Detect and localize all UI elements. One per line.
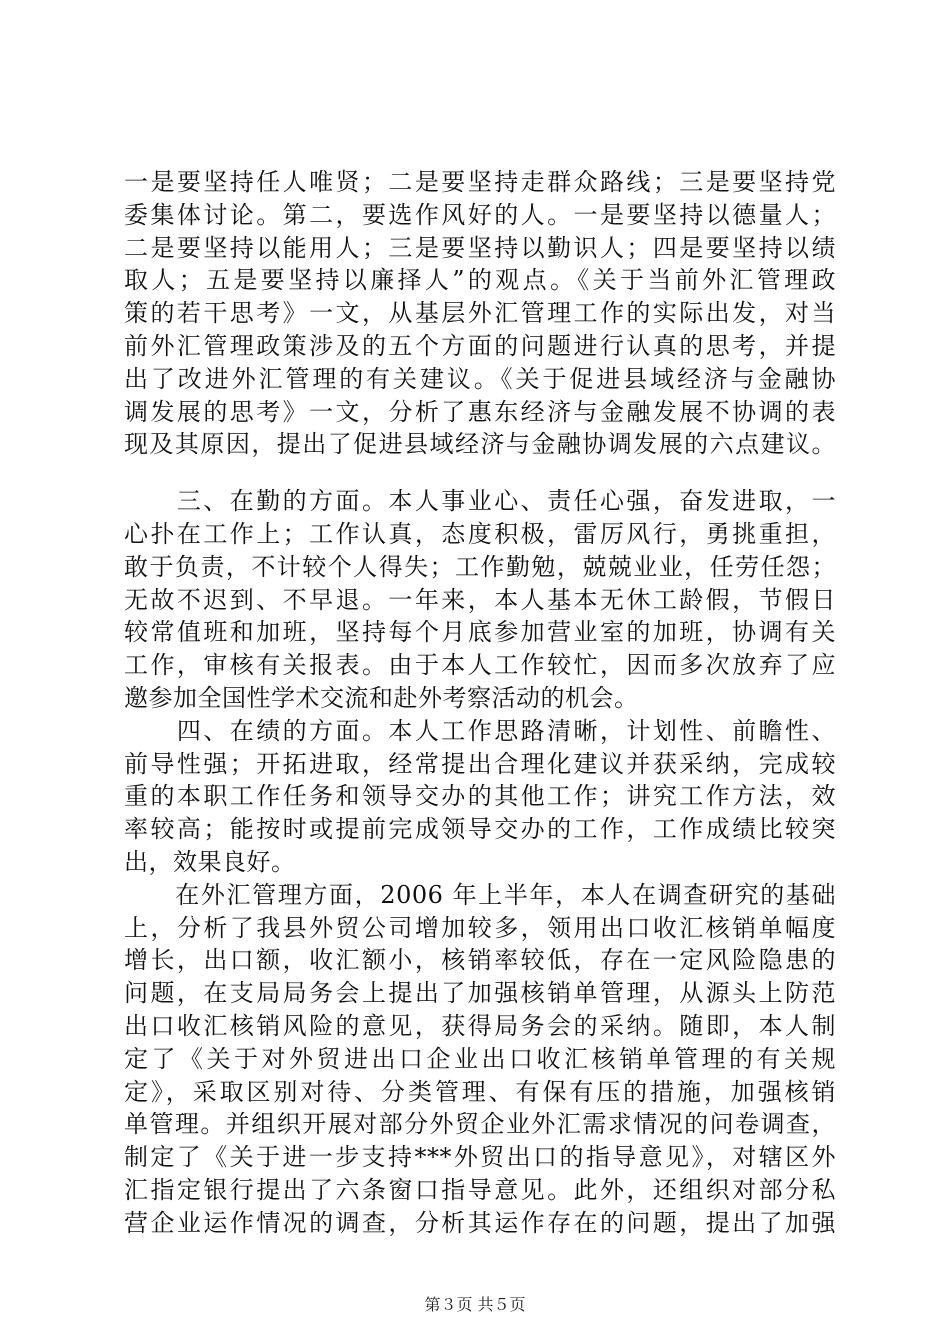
paragraph-3 <box>124 715 836 879</box>
text-line: 出，效果良好。 <box>124 847 296 876</box>
text-line: 取人；五是要坚持以廉择人”的观点。《关于当前外汇管理政 <box>124 266 836 295</box>
text-line: 前导性强；开拓进取，经常提出合理化建议并获采纳，完成较 <box>124 749 836 778</box>
text-line: 汇指定银行提出了六条窗口指导意见。此外，还组织对部分私 <box>124 1175 836 1204</box>
text-line: 营企业运作情况的调查，分析其运作存在的问题，提出了加强 <box>124 1208 836 1237</box>
text-line: 制定了《关于进一步支持***外贸出口的指导意见》，对辖区外 <box>124 1143 836 1172</box>
page-footer: 第３页 共５页 <box>424 1295 526 1314</box>
document-body <box>124 166 836 1240</box>
text-line: 定了《关于对外贸进出口企业出口收汇核销单管理的有关规 <box>124 1044 836 1073</box>
text-line: 心扑在工作上；工作认真，态度积极，雷厉风行，勇挑重担， <box>124 519 836 548</box>
text-line: 四、在绩的方面。本人工作思路清晰，计划性、前瞻性、 <box>124 716 836 745</box>
text-line: 三、在勤的方面。本人事业心、责任心强，奋发进取，一 <box>124 487 836 516</box>
text-line: 现及其原因，提出了促进县域经济与金融协调发展的六点建议。 <box>124 430 836 459</box>
paragraph-gap <box>124 461 836 485</box>
text-line: 二是要坚持以能用人；三是要坚持以勤识人；四是要坚持以绩 <box>124 233 836 262</box>
text-line: 一是要坚持任人唯贤；二是要坚持走群众路线；三是要坚持党 <box>124 168 836 196</box>
text-line: 增长，出口额，收汇额小，核销率较低，存在一定风险隐患的 <box>124 946 836 975</box>
text-line: 出口收汇核销风险的意见，获得局务会的采纳。随即，本人制 <box>124 1011 836 1040</box>
text-line: 前外汇管理政策涉及的五个方面的问题进行认真的思考，并提 <box>124 331 836 360</box>
text-line: 重的本职工作任务和领导交办的其他工作；讲究工作方法，效 <box>124 782 836 811</box>
text-line: 工作，审核有关报表。由于本人工作较忙，因而多次放弃了应 <box>124 651 836 680</box>
text-line: 调发展的思考》一文，分析了惠东经济与金融发展不协调的表 <box>124 397 836 426</box>
text-line: 策的若干思考》一文，从基层外汇管理工作的实际出发，对当 <box>124 299 836 328</box>
paragraph-2 <box>124 485 836 715</box>
paragraph-4 <box>124 879 836 1240</box>
text-line: 敢于负责，不计较个人得失；工作勤勉，兢兢业业，任劳任怨； <box>124 552 836 581</box>
text-line: 较常值班和加班，坚持每个月底参加营业室的加班，协调有关 <box>124 618 836 647</box>
text-line: 率较高；能按时或提前完成领导交办的工作，工作成绩比较突 <box>124 815 836 844</box>
text-line: 邀参加全国性学术交流和赴外考察活动的机会。 <box>124 683 639 712</box>
text-line: 上，分析了我县外贸公司增加较多，领用出口收汇核销单幅度 <box>124 913 836 942</box>
text-line: 单管理。并组织开展对部分外贸企业外汇需求情况的问卷调查， <box>124 1110 836 1139</box>
text-line: 无故不迟到、不早退。一年来，本人基本无休工龄假，节假日 <box>124 585 836 614</box>
text-line: 委集体讨论。第二，要选作风好的人。一是要坚持以德量人； <box>124 200 836 229</box>
text-line: 出了改进外汇管理的有关建议。《关于促进县域经济与金融协 <box>124 364 836 393</box>
text-line: 问题，在支局局务会上提出了加强核销单管理，从源头上防范 <box>124 979 836 1008</box>
paragraph-1 <box>124 166 836 461</box>
text-line: 在外汇管理方面，2006 年上半年，本人在调查研究的基础 <box>124 880 836 909</box>
text-line: 定》，采取区别对待、分类管理、有保有压的措施，加强核销 <box>124 1077 836 1106</box>
